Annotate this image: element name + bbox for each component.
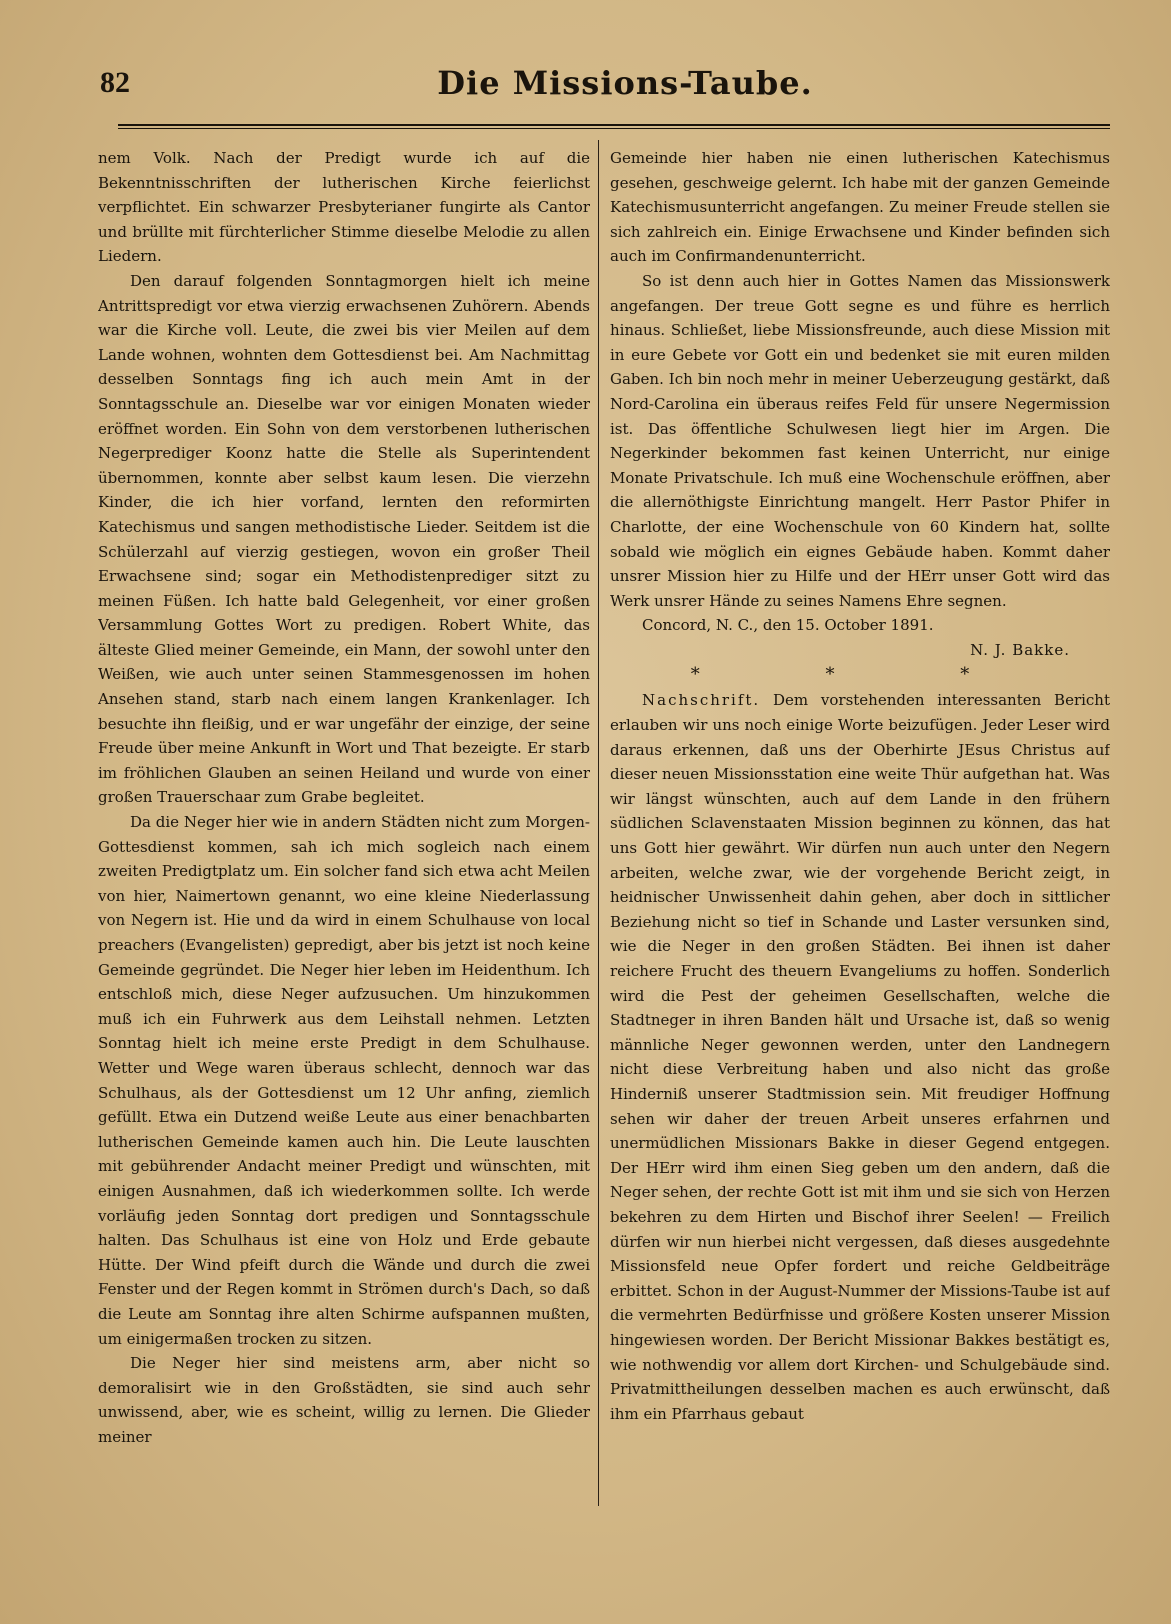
author-signature: N. J. Bakke. [970,640,1070,659]
paragraph: Den darauf folgenden Sonntagmorgen hielt ich meine Antrittspredigt vor etwa vierzig erwachsenen Zuhörern. Abends war die Kirche voll. Leute, die zwei bis vier Meilen auf dem Lande wohnen, wohnten dem Gottesdienst bei. Am Nachmittag desselben Sonntags fing ich auch mein Amt in der Sonntagsschule an. Dieselbe war vor einigen Monaten wieder eröffnet worden. Ein Sohn von dem verstorbenen lutherischen Negerprediger Koonz hatte die Stelle als Superintendent übernommen, konnte aber selbst kaum lesen. Die vierzehn Kinder, die ich hier vorfand, lernten den reformirten Katechismus und sangen methodistische Lieder. Seitdem ist die Schülerzahl auf vierzig gestiegen, wovon ein großer Theil Erwachsene sind; sogar ein Methodistenprediger sitzt zu meinen Füßen. Ich hatte bald Gelegenheit, vor einer großen Versammlung Gottes Wort zu predigen. Robert White, das älteste Glied meiner Gemeinde, ein Mann, der sowohl unter den Weißen, wie auch unter seinen Stammesgenossen im hohen Ansehen stand, starb nach einem langen Krankenlager. Ich besuchte ihn fleißig, und er war ungefähr der einzige, der seine Freude über meine Ankunft in Wort und That bezeigte. Er starb im fröhlichen Glauben an seinen Heiland und wurde von einer großen Trauerschaar zum Grabe begleitet. [98,271,590,807]
column-divider [598,140,599,1506]
postscript-text: Dem vorstehenden interessanten Bericht erlauben wir uns noch einige Worte beizufügen. Jeder Leser wird daraus erkennen, daß uns der Oberhirte JEsus Christus auf dieser neuen Missionsstation eine weite Thür aufgethan hat. Was wir längst wünschten, auch auf dem Lande in den frühern südlichen Sclavenstaaten Mission beginnen zu können, das hat uns Gott hier gewährt. Wir dürfen nun auch unter den Negern arbeiten, welche zwar, wie der vorgehende Bericht zeigt, in heidnischer Unwissenheit dahin gehen, aber doch in sittlicher Beziehung nicht so tief in Schande und Laster versunken sind, wie die Neger in den großen Städten. Bei ihnen ist daher reichere Frucht des theuern Evangeliums zu hoffen. Sonderlich wird die Pest der geheimen Gesellschaften, welche die Stadtneger in ihren Banden hält und Ursache ist, daß so wenig männliche Neger gewonnen werden, unter den Landnegern nicht diese Verbreitung haben und also nicht das große Hinderniß unserer Stadtmission sein. Mit freudiger Hoffnung sehen wir daher der treuen Arbeit unseres erfahrnen und unermüdlichen Missionars Bakke in dieser Gegend entgegen. Der HErr wird ihm einen Sieg geben um den andern, daß die Neger sehen, der rechte Gott ist mit ihm und sie sich von Herzen bekehren zu dem Hirten und Bischof ihrer Seelen! — Freilich dürfen wir nun hierbei nicht vergessen, daß dieses ausgedehnte Missionsfeld neue Opfer fordert und reiche Geldbeiträge erbittet. Schon in der August-Nummer der Missions-Taube ist auf die vermehrten Bedürfnisse und größere Kosten unserer Mission hingewiesen worden. Der Bericht Missionar Bakkes bestätigt es, wie nothwendig vor allem dort Kirchen- und Schulgebäude sind. Privatmittheilungen desselben machen es auch erwünscht, daß ihm ein Pfarrhaus gebaut [610,691,1110,1423]
section-separator: * * * [690,664,1030,686]
dateline: Concord, N. C., den 15. October 1891. [642,616,934,635]
postscript-paragraph [610,688,1110,1426]
right-column [610,146,1110,1506]
header-rule [118,124,1110,129]
left-column [98,146,590,1506]
page-header [100,60,1110,110]
journal-title: Die Missions-Taube. [437,64,813,102]
paragraph: Gemeinde hier haben nie einen lutherischen Katechismus gesehen, geschweige gelernt. Ich habe mit der ganzen Gemeinde Katechismusunterricht angefangen. Zu meiner Freude stellen sie sich zahlreich ein. Einige Erwachsene und Kinder befinden sich auch im Confirmandenunterricht. [610,149,1110,266]
paragraph: nem Volk. Nach der Predigt wurde ich auf die Bekenntnisschriften der lutherischen Kirche feierlichst verpflichtet. Ein schwarzer Presbyterianer fungirte als Cantor und brüllte mit fürchterlicher Stimme dieselbe Melodie zu allen Liedern. [98,149,590,266]
paragraph: So ist denn auch hier in Gottes Namen das Missionswerk angefangen. Der treue Gott segne es und führe es herrlich hinaus. Schließet, liebe Missionsfreunde, auch diese Mission mit in eure Gebete vor Gott ein und bedenket sie mit euren milden Gaben. Ich bin noch mehr in meiner Ueberzeugung gestärkt, daß Nord-Carolina ein überaus reifes Feld für unsere Negermission ist. Das öffentliche Schulwesen liegt hier im Argen. Die Negerkinder bekommen fast keinen Unterricht, nur einige Monate Privatschule. Ich muß eine Wochenschule eröffnen, aber die allernöthigste Einrichtung mangelt. Herr Pastor Phifer in Charlotte, der eine Wochenschule von 60 Kindern hat, sollte sobald wie möglich ein eignes Gebäude haben. Kommt daher unsrer Mission hier zu Hilfe und der HErr unser Gott wird das Werk unsrer Hände zu seines Namens Ehre segnen. [610,271,1110,610]
paragraph: Da die Neger hier wie in andern Städten nicht zum Morgen-Gottesdienst kommen, sah ich mich sogleich nach einem zweiten Predigtplatz um. Ein solcher fand sich etwa acht Meilen von hier, Naimertown genannt, wo eine kleine Niederlassung von Negern ist. Hie und da wird in einem Schulhause von local preachers (Evangelisten) gepredigt, aber bis jetzt ist noch keine Gemeinde gegründet. Die Neger hier leben im Heidenthum. Ich entschloß mich, diese Neger aufzusuchen. Um hinzukommen muß ich ein Fuhrwerk aus dem Leihstall nehmen. Letzten Sonntag hielt ich meine erste Predigt in dem Schulhause. Wetter und Wege waren überaus schlecht, dennoch war das Schulhaus, als der Gottesdienst um 12 Uhr anfing, ziemlich gefüllt. Etwa ein Dutzend weiße Leute aus einer benachbarten lutherischen Gemeinde kamen auch hin. Die Leute lauschten mit gebührender Andacht meiner Predigt und wünschten, mit einigen Ausnahmen, daß ich wiederkommen sollte. Ich werde vorläufig jeden Sonntag dort predigen und Sonntagsschule halten. Das Schulhaus ist eine von Holz und Erde gebaute Hütte. Der Wind pfeift durch die Wände und durch die zwei Fenster und der Regen kommt in Strömen durch's Dach, so daß die Leute am Sonntag ihre alten Schirme aufspannen mußten, um einigermaßen trocken zu sitzen. [98,813,590,1348]
paragraph: Die Neger hier sind meistens arm, aber nicht so demoralisirt wie in den Großstädten, sie sind auch sehr unwissend, aber, wie es scheint, willig zu lernen. Die Glieder meiner [98,1354,590,1446]
page-number: 82 [100,66,130,99]
postscript-label: Nachschrift. [642,691,761,710]
